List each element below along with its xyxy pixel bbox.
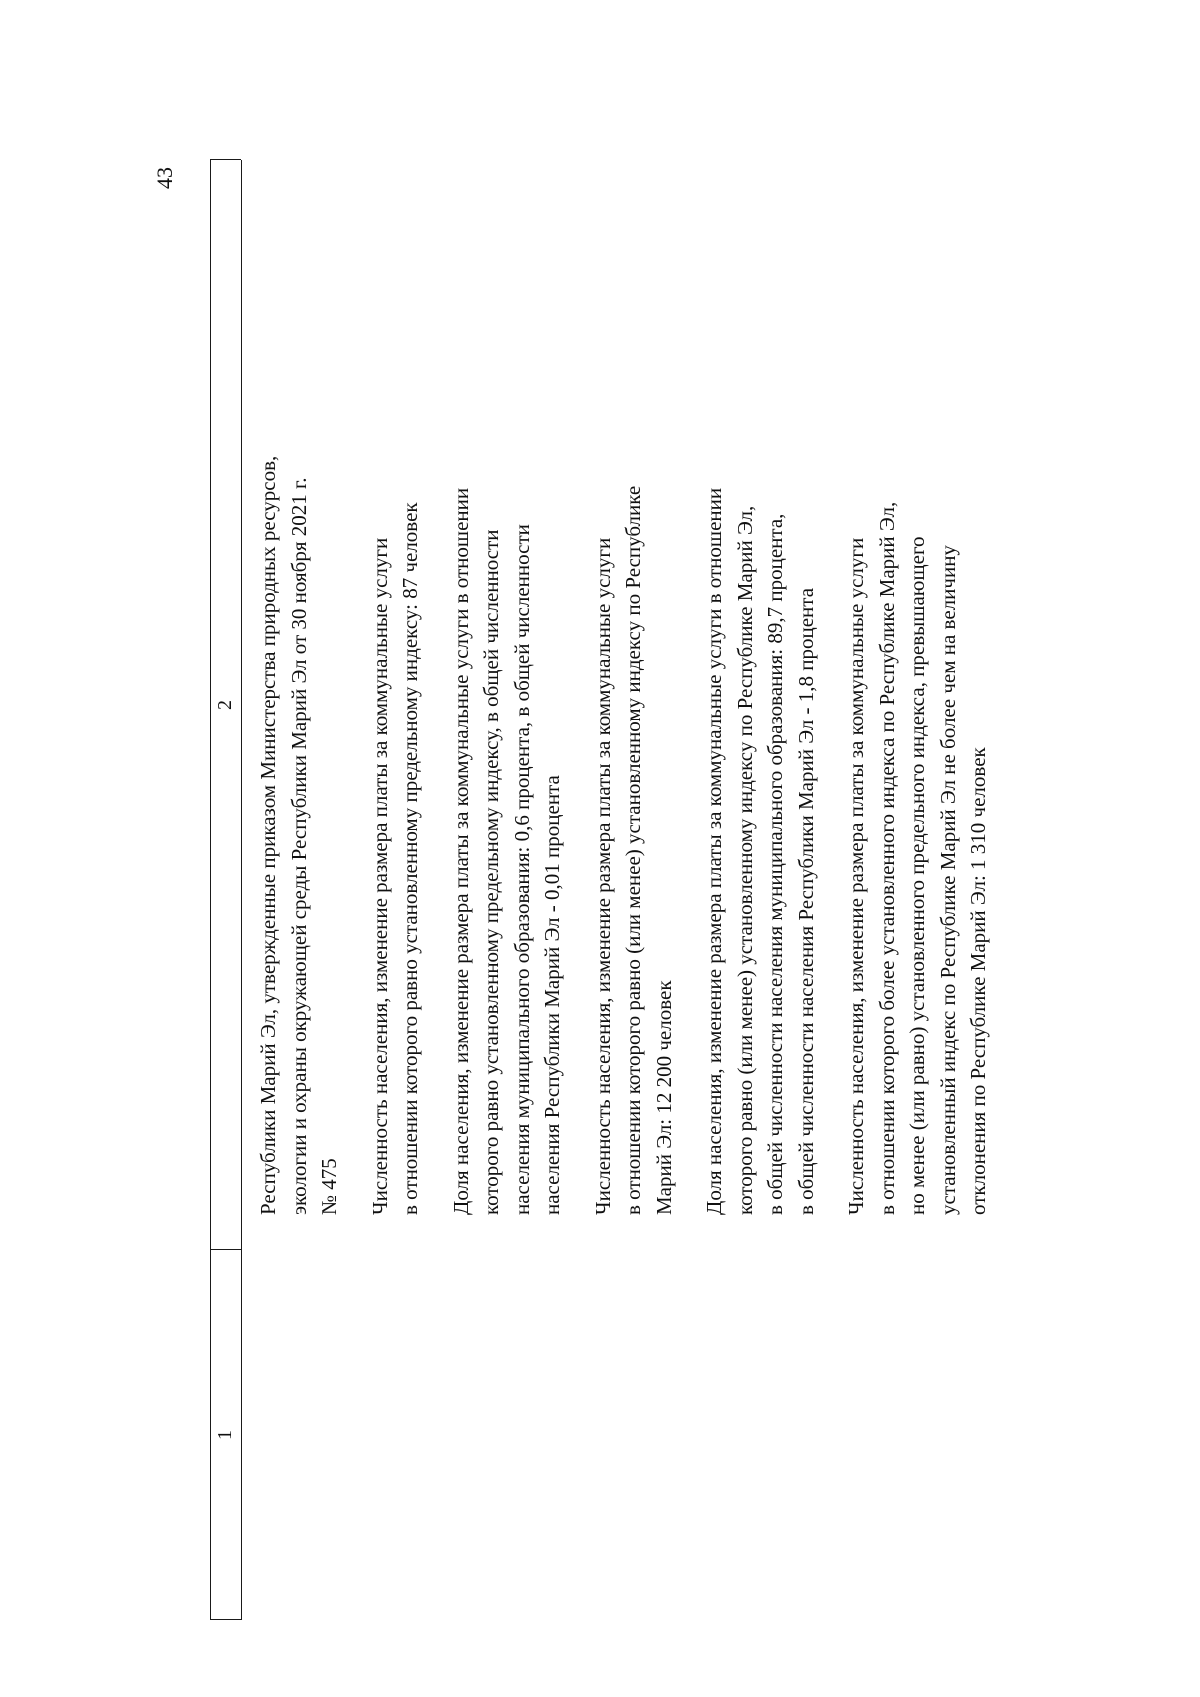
paragraph-population-equal-limit: [365, 175, 426, 1215]
paragraph-order-reference: [253, 175, 345, 1215]
paragraph-share-below-index: [699, 175, 821, 1215]
paragraph-population-above-index: [841, 175, 994, 1215]
text-line: отклонения по Республике Марий Эл: 1 310 человек: [966, 747, 990, 1215]
text-line: населения муниципального образования: 0,6 процента, в общей численности: [509, 524, 534, 1215]
text-line: Численность населения, изменение размера платы за коммунальные услуги: [844, 537, 868, 1215]
text-line: Доля населения, изменение размера платы за коммунальные услуги в отношении: [448, 487, 473, 1215]
text-line: Доля населения, изменение размера платы за коммунальные услуги в отношении: [702, 487, 726, 1215]
text-line: Численность населения, изменение размера платы за коммунальные услуги: [590, 537, 615, 1215]
text-line: Численность населения, изменение размера платы за коммунальные услуги: [367, 537, 392, 1215]
text-line: экологии и охраны окружающей среды Республики Марий Эл от 30 ноября 2021 г.: [286, 477, 311, 1215]
page-number: 43: [152, 167, 177, 189]
table-cell-column-2: [253, 175, 1014, 1215]
text-line: населения Республики Марий Эл - 0,01 процента: [540, 775, 564, 1215]
paragraph-share-equal-limit: [446, 175, 568, 1215]
column-header-1: 1: [214, 1430, 236, 1440]
text-line: № 475: [317, 1158, 341, 1215]
text-line: Республики Марий Эл, утвержденные приказом Министерства природных ресурсов,: [256, 455, 280, 1215]
text-line: Марий Эл: 12 200 человек: [651, 980, 676, 1215]
text-line: которого равно (или менее) установленному индексу по Республике Марий Эл,: [732, 505, 757, 1215]
column-header-2: 2: [214, 700, 236, 710]
text-line: в отношении которого более установленного индекса по Республике Марий Эл,: [874, 501, 899, 1215]
text-line: но менее (или равно) установленного предельного индекса, превышающего: [905, 536, 929, 1215]
table-header-bottom-border: [241, 160, 242, 1620]
text-line: в общей численности населения Республики Марий Эл - 1,8 процента: [793, 587, 818, 1215]
text-line: в отношении которого равно установленному предельному индексу: 87 человек: [398, 502, 422, 1215]
table-header: [210, 160, 241, 1620]
text-line: в общей численности населения муниципального образования: 89,7 процента,: [763, 513, 787, 1215]
text-line: которого равно установленному предельному индексу, в общей численности: [479, 529, 503, 1215]
rotated-table-page: [210, 160, 990, 1620]
text-line: установленный индекс по Республике Марий Эл не более чем на величину: [935, 545, 960, 1215]
text-line: в отношении которого равно (или менее) установленному индексу по Республике: [621, 485, 645, 1215]
paragraph-population-below-index: [588, 175, 680, 1215]
